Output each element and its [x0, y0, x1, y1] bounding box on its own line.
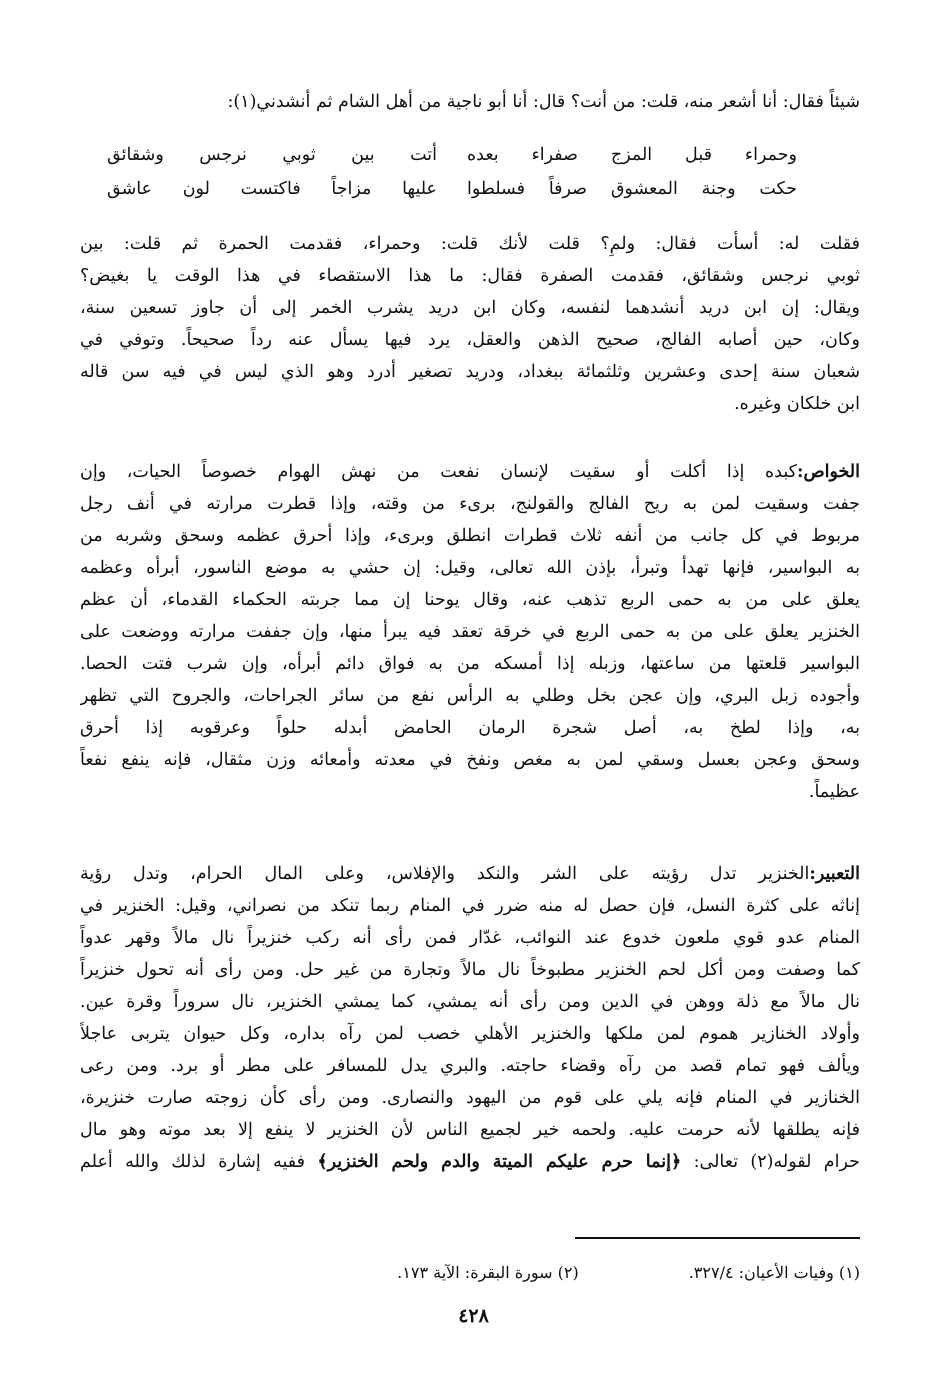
- section-first-line-text: كبده إذا أكلت أو سقيت لإنسان نفعت من نهش الهوام خصوصاً الحيات، وإن: [80, 462, 797, 482]
- poem-verse: [107, 138, 797, 172]
- paragraph-ibn-durayd: [80, 228, 860, 420]
- paragraph-line: يعلق على من به حمى الربع تذهب عنه، وقال يوحنا إن مما جربته الحكماء القدماء، أن عظم: [80, 590, 860, 610]
- paragraph-line: ويقال: إن ابن دريد أنشدهما لنفسه، وكان ابن دريد يشرب الخمر إلى أن جاوز تسعين سنة،: [80, 298, 860, 318]
- footnote-1: (١) وفيات الأعيان: ٣٢٧/٤.: [688, 1263, 860, 1282]
- paragraph-line: وسحق وعجن بعسل وسقي لمن به مغص ونفخ في معدته وأمعائه وزن مثقال، فإنه ينفع نفعاً: [80, 750, 860, 770]
- paragraph-line: ويألف فهو تمام قصد من رآه وقضاء حاجته. والبري يدل للمسافر على مطر أو برد. ومن رعى: [80, 1056, 860, 1076]
- paragraph-line: شعبان سنة إحدى وعشرين وثلثمائة ببغداد، ودريد تصغير أدرد وهو الذي ليس في فيه سن قاله: [80, 362, 860, 382]
- paragraph-line: كما وصفت ومن أكل لحم الخنزير مطبوخاً نال مالاً وتجارة من غير حل. ومن رأى أنه تحول خنزيراً: [80, 960, 860, 980]
- footnote-2: (٢) سورة البقرة: الآية ١٧٣.: [397, 1263, 579, 1282]
- paragraph-line: البواسير قلعتها من ساعتها، وزبله إذا أمسكه من به فواق دائم أبرأه، وإن شرب فتت الحصا.: [80, 654, 860, 674]
- paragraph-line: جفت وسقيت لمن به ريح الفالج والقولنج، برىء من وقته، وإذا قطرت مرارته في أنف رجل: [80, 494, 860, 514]
- paragraph-line: به، وإذا لطخ به، أصل شجرة الرمان الحامض أبدله حلواً وعرقوبه إذا أحرق: [80, 718, 860, 738]
- section-heading-tabir: التعبير:: [809, 864, 860, 884]
- intro-line: شيئاً فقال: أنا أشعر منه، قلت: من أنت؟ قال: أنا أبو ناجية من أهل الشام ثم أنشدني(١):: [227, 92, 860, 112]
- footnote-divider: [575, 1237, 860, 1239]
- paragraph-line: فإنه يطلقها لأنه حرمت عليه. ولحمه خير لجميع الناس لأن الخنزير لا ينفع إلا بعد موته وهو مال: [80, 1120, 860, 1140]
- section-heading-khawas: الخواص:: [796, 462, 860, 482]
- poem-hemistich-second: أتت بين ثوبي نرجس وشقائق: [107, 145, 437, 165]
- last-line-end: ففيه إشارة لذلك والله أعلم: [80, 1152, 318, 1172]
- page-number: ٤٢٨: [458, 1305, 489, 1327]
- poem: [107, 138, 797, 206]
- section-first-line-text: الخنزير تدل رؤيته على الشر والنكد والإفلاس، وعلى المال الحرام، وتدل رؤية: [80, 864, 810, 884]
- poem-hemistich-second: عليها مزاجاً فاكتست لون عاشق: [107, 179, 437, 199]
- paragraph-line: المنام عدو قوي ملعون خدوع عند النوائب، غدّار فمن رأى أنه ركب خنزيراً نال مالاً وقهر عدواً: [80, 928, 860, 948]
- paragraph-line: نال مالاً مع ذلة ووهن في الدين ومن رأى أنه يمشي، كما يمشي الخنزير، نال سروراً وقرة عين.: [80, 992, 860, 1012]
- paragraph-line: [80, 1146, 860, 1178]
- poem-hemistich-first: وحمراء قبل المزج صفراء بعده: [467, 145, 797, 165]
- paragraph-line: إناثه على كثرة النسل، فإن حصل له منه ضرر في المنام ربما تنكد من نصراني، وقيل: الخنزير في: [80, 896, 860, 916]
- last-line-start: حرام لقوله(٢) تعالى:: [681, 1152, 860, 1172]
- paragraph-line: ابن خلكان وغيره.: [734, 394, 860, 414]
- quran-quote: ﴿إنما حرم عليكم الميتة والدم ولحم الخنزير﴾: [317, 1152, 682, 1172]
- paragraph-line: عظيماً.: [808, 782, 860, 802]
- paragraph-line: مربوط في كل جانب من أنفه ثلاث قطرات انطلق وبرىء، وإذا أحرق عظمه وسحق وشربه من: [80, 526, 860, 546]
- footnotes: [80, 1262, 860, 1284]
- poem-hemistich-first: حكت وجنة المعشوق صرفاً فسلطوا: [467, 179, 797, 199]
- section-tabir: [80, 858, 860, 1178]
- paragraph-line: [80, 858, 860, 890]
- paragraph-line: [80, 456, 860, 488]
- paragraph-line: الخنازير في المنام فإنه يلي على قوم من اليهود والنصارى. ومن رأى كأن زوجته صارت خنزيرة،: [80, 1088, 860, 1108]
- poem-verse: [107, 172, 797, 206]
- paragraph-line: وكان، حين أصابه الفالج، صحيح الذهن والعقل، يرد فيها يسأل عنه رداً صحيحاً. وتوفي في: [80, 330, 860, 350]
- paragraph-line: الخنزير يعلق على من به حمى الربع في خرقة تعقد فيه يبرأ منها، وإن جففت مرارته ووضعت على: [80, 622, 860, 642]
- paragraph-line: وأجوده زبل البري، وإن عجن بخل وطلي به الرأس نفع من سائر الجراحات، والجروح التي تظهر: [80, 686, 860, 706]
- section-khawas: [80, 456, 860, 808]
- paragraph-line: ثوبي نرجس وشقائق، فقدمت الصفرة فقال: ما هذا الاستقصاء في هذا الوقت يا بغيض؟: [80, 266, 860, 286]
- paragraph-line: به البواسير، فإنها تهدأ وتبرأ، بإذن الله تعالى، وقيل: إن حشي به موضع الناسور، أبرأه وعظمه: [80, 558, 860, 578]
- paragraph-line: فقلت له: أسأت فقال: ولمِ؟ قلت لأنك قلت: وحمراء، فقدمت الحمرة ثم قلت: بين: [80, 234, 860, 254]
- paragraph-line: وأولاد الخنازير هموم لمن ملكها والخنزير الأهلي خصب لمن رآه بداره، وكل حيوان يتربى عاجلاً: [80, 1024, 860, 1044]
- intro-paragraph: [80, 86, 860, 118]
